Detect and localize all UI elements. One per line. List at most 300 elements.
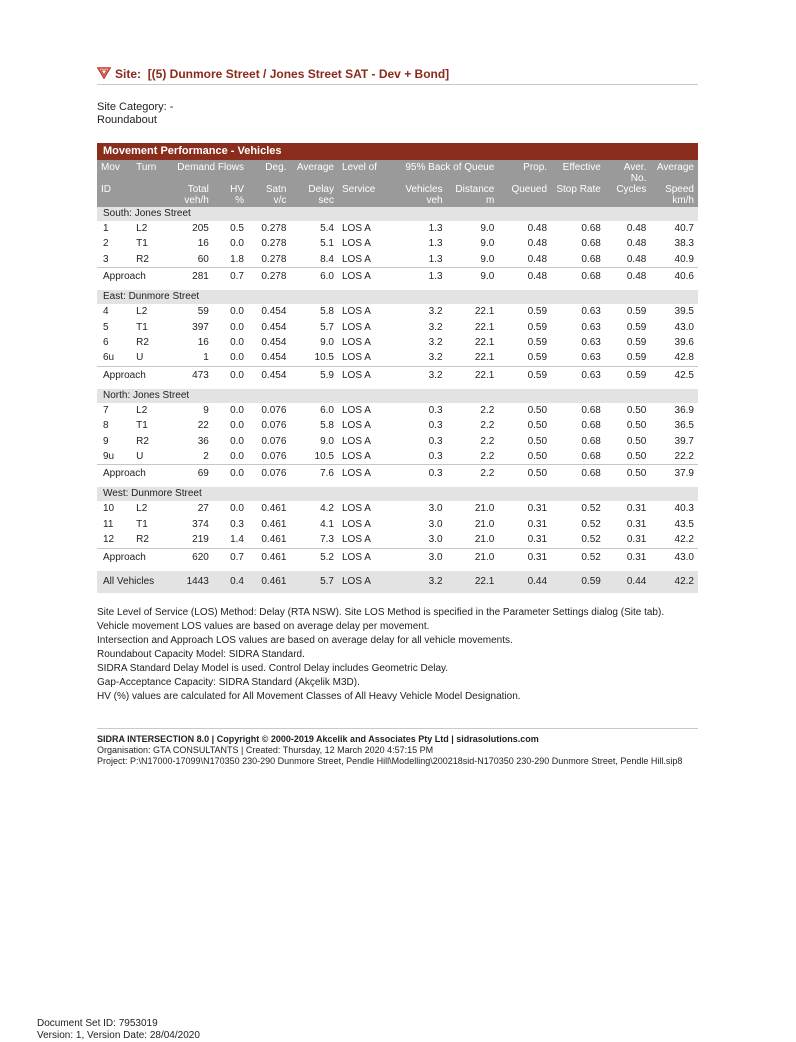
table-cell: 0.278	[261, 223, 287, 234]
table-cell: All Vehicles	[97, 571, 165, 593]
table-cell: 40.6	[650, 268, 698, 286]
approach-name: East: Dunmore Street	[97, 290, 698, 304]
table-cell: 620	[165, 548, 213, 566]
table-cell: Approach	[97, 366, 165, 384]
table-cell: 0.52	[581, 518, 601, 530]
header-mov-2: ID	[97, 184, 132, 195]
table-cell: 9.0	[320, 435, 334, 447]
table-cell: 2.2	[447, 465, 499, 483]
table-cell: 0.63	[581, 321, 601, 333]
sidra-site-icon	[97, 66, 111, 80]
table-cell: 3	[103, 253, 109, 265]
table-cell: 1	[103, 223, 109, 234]
table-cell: 0.59	[527, 352, 548, 364]
table-cell: 0.68	[581, 420, 601, 432]
table-cell: 0.0	[230, 352, 244, 364]
table-cell: 0.48	[527, 238, 548, 250]
table-cell: 3.2	[428, 321, 443, 333]
table-cell: 1.3	[428, 253, 443, 265]
table-cell: 0.59	[527, 337, 548, 349]
table-cell: 69	[165, 465, 213, 483]
table-cell: 0.461	[261, 534, 287, 546]
site-name: [(5) Dunmore Street / Jones Street SAT - Dev + Bond]	[147, 67, 450, 81]
footer-project: Project: P:\N17000-17099\N170350 230-290 Dunmore Street, Pendle Hill\Modelling\200218sid-N170350 230-290 Dunmore Street, Pendle Hill.sip8	[97, 756, 683, 766]
table-cell: 21.0	[474, 503, 495, 515]
table-cell: 0.3	[428, 404, 443, 416]
table-cell: 3.0	[428, 534, 443, 546]
table-cell: U	[136, 451, 144, 463]
table-cell: 42.2	[650, 571, 698, 593]
header-mov: Mov	[97, 160, 132, 184]
table-cell: 6u	[103, 352, 115, 364]
note-line: Intersection and Approach LOS values are based on average delay for all vehicle movements.	[97, 635, 513, 646]
header-speed-unit: km/h	[650, 195, 698, 207]
table-cell: T1	[136, 321, 148, 333]
header-total: Total	[165, 184, 213, 195]
table-cell: 0.278	[261, 238, 287, 250]
table-cell: 0.0	[230, 404, 244, 416]
footer-copyright: SIDRA INTERSECTION 8.0 | Copyright © 2000-2019 Akcelik and Associates Pty Ltd | sidrasolutions.com	[97, 734, 539, 744]
table-cell: 8.4	[320, 253, 334, 265]
table-cell: 42.2	[674, 534, 694, 546]
table-cell: 473	[165, 366, 213, 384]
header-delay: Delay	[290, 184, 338, 195]
table-cell: LOS A	[341, 420, 371, 432]
table-cell: 43.0	[650, 548, 698, 566]
note-line: SIDRA Standard Delay Model is used. Control Delay includes Geometric Delay.	[97, 663, 449, 674]
table-cell: 0.50	[626, 420, 647, 432]
table-cell: 0.7	[213, 548, 248, 566]
table-cell: 0.59	[527, 306, 548, 318]
table-cell: 0.0	[230, 503, 244, 515]
header-deg-unit: v/c	[248, 195, 290, 207]
table-cell: 5.7	[290, 571, 338, 593]
table-cell: 4.2	[320, 503, 334, 515]
header-delay-unit: sec	[290, 195, 338, 207]
table-cell: 0.59	[626, 337, 647, 349]
table-cell: 397	[192, 321, 209, 333]
table-cell: 0.68	[581, 404, 601, 416]
table-cell: 21.0	[474, 534, 495, 546]
table-cell: 0.68	[581, 435, 601, 447]
table-cell: 0.31	[498, 548, 551, 566]
table-cell: 43.0	[674, 321, 694, 333]
table-cell: 0.461	[261, 518, 287, 530]
table-body	[97, 207, 698, 593]
table-cell: 9.0	[480, 253, 495, 265]
table-row	[97, 403, 698, 418]
table-cell: 0.31	[605, 548, 651, 566]
table-cell: 0.31	[626, 534, 647, 546]
table-cell: 7.6	[290, 465, 338, 483]
table-cell: 22.1	[447, 366, 499, 384]
table-cell: L2	[136, 503, 148, 515]
table-cell: 9.0	[320, 337, 334, 349]
table-cell: 22.1	[474, 321, 495, 333]
table-cell: 0.50	[527, 404, 548, 416]
table-cell: 0.68	[581, 223, 601, 234]
table-cell: 4.1	[320, 518, 334, 530]
table-cell: LOS A	[341, 352, 371, 364]
table-cell: 0.50	[626, 435, 647, 447]
table-cell: 0.59	[626, 321, 647, 333]
table-cell: 22.2	[674, 451, 694, 463]
table-cell: 0.0	[230, 321, 244, 333]
table-cell: 0.68	[551, 465, 605, 483]
table-cell: 0.50	[498, 465, 551, 483]
approach-name: North: Jones Street	[97, 389, 698, 403]
table-cell: 0.50	[527, 451, 548, 463]
table-cell: 0.59	[626, 352, 647, 364]
table-cell: 40.3	[674, 503, 694, 515]
header-demand-flows: Demand Flows	[165, 160, 248, 184]
document-version: Version: 1, Version Date: 28/04/2020	[37, 1030, 200, 1041]
header-stop-rate: Stop Rate	[551, 184, 605, 195]
header-average-speed: Average	[650, 160, 698, 184]
table-cell: 10.5	[314, 451, 334, 463]
header-queued: Queued	[498, 184, 551, 195]
table-cell: 0.68	[581, 253, 601, 265]
table-cell: 22	[197, 420, 209, 432]
table-cell: 4	[103, 306, 109, 318]
table-cell: R2	[136, 337, 149, 349]
table-cell: 36.9	[674, 404, 694, 416]
table-cell: 10.5	[314, 352, 334, 364]
table-cell: 0.076	[261, 404, 287, 416]
table-cell: LOS A	[341, 238, 371, 250]
approach-summary-row	[97, 366, 698, 384]
header-cycles: Cycles	[605, 184, 651, 195]
table-cell: 9	[103, 435, 109, 447]
table-cell: 39.7	[674, 435, 694, 447]
table-cell: R2	[136, 534, 149, 546]
table-cell: 3.2	[428, 352, 443, 364]
approach-group-header	[97, 207, 698, 221]
table-cell: 0.48	[626, 223, 647, 234]
notes-section	[97, 606, 664, 704]
table-cell: 0.31	[626, 503, 647, 515]
table-cell: 0.0	[213, 465, 248, 483]
table-cell: 0.076	[261, 451, 287, 463]
table-cell: 5.7	[320, 321, 334, 333]
table-cell: 3.0	[428, 518, 443, 530]
table-cell: 0.31	[527, 534, 548, 546]
table-cell: 9.0	[480, 238, 495, 250]
table-row	[97, 221, 698, 236]
table-cell: 1.3	[397, 268, 447, 286]
table-cell: 59	[197, 306, 209, 318]
table-cell: 6.0	[320, 404, 334, 416]
table-cell: 0.48	[527, 223, 548, 234]
note-line: Gap-Acceptance Capacity: SIDRA Standard (Akçelik M3D).	[97, 677, 360, 688]
all-vehicles-row	[97, 571, 698, 593]
document-set-info	[37, 1018, 200, 1042]
table-cell: 0.076	[261, 420, 287, 432]
table-cell: 0.278	[261, 253, 287, 265]
table-cell: 5.4	[320, 223, 334, 234]
table-cell: 0.454	[248, 366, 290, 384]
table-cell: 9	[203, 404, 209, 416]
header-back-of-queue: 95% Back of Queue	[397, 160, 498, 184]
table-cell: 16	[197, 238, 209, 250]
table-cell: LOS A	[338, 366, 397, 384]
table-cell: 0.3	[428, 420, 443, 432]
table-cell: 5.8	[320, 420, 334, 432]
table-cell: 22.1	[474, 337, 495, 349]
approach-group-header	[97, 389, 698, 403]
table-cell: 10	[103, 503, 115, 515]
table-cell: 0.48	[626, 238, 647, 250]
table-row	[97, 304, 698, 319]
table-cell: 3.2	[428, 306, 443, 318]
table-cell: 0.454	[261, 306, 287, 318]
table-cell: 0.44	[498, 571, 551, 593]
table-cell: 0.278	[248, 268, 290, 286]
site-type: Roundabout	[97, 114, 157, 126]
header-distance-unit: m	[447, 195, 499, 207]
table-cell: 42.8	[674, 352, 694, 364]
table-cell: 0.0	[230, 337, 244, 349]
table-cell: LOS A	[341, 451, 371, 463]
table-cell: 0.50	[527, 435, 548, 447]
table-cell: 39.5	[674, 306, 694, 318]
table-cell: 0.0	[230, 306, 244, 318]
table-cell: 281	[165, 268, 213, 286]
table-cell: 2	[203, 451, 209, 463]
table-cell: 6.0	[290, 268, 338, 286]
header-aver-no: Aver. No.	[605, 160, 651, 184]
table-cell: 0.0	[230, 451, 244, 463]
table-cell: 0.461	[248, 571, 290, 593]
table-cell: LOS A	[341, 306, 371, 318]
header-total-unit: veh/h	[165, 195, 213, 207]
header-satn: Satn	[248, 184, 290, 195]
table-cell: 0.48	[626, 253, 647, 265]
table-header	[97, 160, 698, 207]
movement-performance-table	[97, 160, 698, 593]
table-cell: 3.2	[397, 571, 447, 593]
table-cell: LOS A	[338, 571, 397, 593]
header-effective: Effective	[551, 160, 605, 184]
table-cell: T1	[136, 420, 148, 432]
site-info	[97, 101, 173, 127]
table-cell: T1	[136, 518, 148, 530]
table-cell: 0.59	[527, 321, 548, 333]
table-cell: 0.0	[230, 420, 244, 432]
table-row	[97, 532, 698, 548]
header-average-delay: Average	[290, 160, 338, 184]
table-cell: LOS A	[341, 534, 371, 546]
table-cell: LOS A	[341, 337, 371, 349]
table-row	[97, 449, 698, 465]
table-cell: 0.461	[248, 548, 290, 566]
table-cell: 6	[103, 337, 109, 349]
table-cell: 0.5	[230, 223, 244, 234]
table-cell: 205	[192, 223, 209, 234]
table-cell: 0.7	[213, 268, 248, 286]
table-row	[97, 517, 698, 532]
table-cell: 1443	[165, 571, 213, 593]
table-cell: 0.44	[605, 571, 651, 593]
approach-name: West: Dunmore Street	[97, 487, 698, 501]
table-cell: 22.1	[474, 352, 495, 364]
table-cell: 1.8	[230, 253, 244, 265]
table-cell: 0.68	[551, 268, 605, 286]
table-cell: 3.2	[428, 337, 443, 349]
table-cell: 0.63	[581, 352, 601, 364]
table-cell: L2	[136, 306, 148, 318]
table-cell: 0.52	[581, 503, 601, 515]
table-cell: 5.2	[290, 548, 338, 566]
table-cell: LOS A	[341, 321, 371, 333]
table-cell: 0.0	[213, 366, 248, 384]
table-cell: 9.0	[447, 268, 499, 286]
table-cell: 0.3	[428, 435, 443, 447]
report-footer	[97, 728, 698, 767]
table-cell: 43.5	[674, 518, 694, 530]
table-cell: 0.50	[605, 465, 651, 483]
table-cell: 7	[103, 404, 109, 416]
table-cell: 39.6	[674, 337, 694, 349]
table-cell: 0.3	[397, 465, 447, 483]
table-cell: Approach	[97, 548, 165, 566]
table-cell: LOS A	[341, 435, 371, 447]
table-cell: 21.0	[474, 518, 495, 530]
table-cell: U	[136, 352, 144, 364]
title-prefix: Site:	[115, 67, 142, 81]
table-cell: 0.48	[527, 253, 548, 265]
table-row	[97, 236, 698, 251]
header-service: Service	[338, 184, 397, 195]
table-cell: LOS A	[338, 268, 397, 286]
table-cell: 38.3	[674, 238, 694, 250]
approach-summary-row	[97, 548, 698, 566]
table-cell: 0.50	[626, 404, 647, 416]
header-hv: HV	[213, 184, 248, 195]
table-cell: 5.1	[320, 238, 334, 250]
table-cell: 40.9	[674, 253, 694, 265]
table-cell: 3.2	[397, 366, 447, 384]
table-cell: 0.63	[551, 366, 605, 384]
table-cell: 36	[197, 435, 209, 447]
table-row	[97, 252, 698, 268]
table-cell: 21.0	[447, 548, 499, 566]
approach-summary-row	[97, 268, 698, 286]
table-cell: 0.59	[551, 571, 605, 593]
table-cell: 5.9	[290, 366, 338, 384]
table-cell: 0.31	[527, 503, 548, 515]
table-cell: 0.52	[551, 548, 605, 566]
table-row	[97, 350, 698, 366]
table-cell: 22.1	[447, 571, 499, 593]
table-row	[97, 501, 698, 516]
table-cell: L2	[136, 223, 148, 234]
approach-group-header	[97, 487, 698, 501]
table-cell: 3.0	[428, 503, 443, 515]
table-cell: 0.454	[261, 321, 287, 333]
table-cell: 2.2	[480, 451, 495, 463]
table-cell: 1.4	[230, 534, 244, 546]
table-cell: 0.31	[527, 518, 548, 530]
table-cell: 27	[197, 503, 209, 515]
header-turn: Turn	[132, 160, 165, 184]
approach-group-header	[97, 290, 698, 304]
table-cell: 2.2	[480, 435, 495, 447]
table-cell: 60	[197, 253, 209, 265]
table-cell: Approach	[97, 465, 165, 483]
table-cell: 1.3	[428, 238, 443, 250]
table-cell: LOS A	[341, 253, 371, 265]
header-prop: Prop.	[498, 160, 551, 184]
table-cell: 0.461	[261, 503, 287, 515]
table-cell: 5.8	[320, 306, 334, 318]
table-cell: 9.0	[480, 223, 495, 234]
table-cell: Approach	[97, 268, 165, 286]
table-cell: 0.63	[581, 337, 601, 349]
header-vehicles: Vehicles	[397, 184, 447, 195]
table-cell: 0.31	[626, 518, 647, 530]
table-cell: 0.52	[581, 534, 601, 546]
approach-summary-row	[97, 465, 698, 483]
header-vehicles-unit: veh	[397, 195, 447, 207]
table-cell: 12	[103, 534, 115, 546]
table-cell: 16	[197, 337, 209, 349]
note-line: Vehicle movement LOS values are based on average delay per movement.	[97, 621, 430, 632]
table-cell: 2	[103, 238, 109, 250]
table-cell: 1	[203, 352, 209, 364]
table-cell: 22.1	[474, 306, 495, 318]
note-line: Site Level of Service (LOS) Method: Delay (RTA NSW). Site LOS Method is specified in the Parameter Settings dialog (Site tab).	[97, 607, 665, 618]
table-cell: 2.2	[480, 420, 495, 432]
table-cell: 0.50	[527, 420, 548, 432]
table-row	[97, 418, 698, 433]
footer-organisation: Organisation: GTA CONSULTANTS | Created: Thursday, 12 March 2020 4:57:15 PM	[97, 745, 434, 755]
table-cell: 42.5	[650, 366, 698, 384]
table-cell: 2.2	[480, 404, 495, 416]
table-cell: 0.0	[230, 435, 244, 447]
table-cell: 11	[103, 518, 114, 530]
table-cell: 0.454	[261, 352, 287, 364]
table-cell: LOS A	[341, 404, 371, 416]
table-cell: 0.59	[498, 366, 551, 384]
table-cell: 40.7	[674, 223, 694, 234]
table-cell: 5	[103, 321, 109, 333]
table-cell: LOS A	[341, 503, 371, 515]
movement-performance-section	[97, 143, 698, 593]
table-cell: R2	[136, 253, 149, 265]
table-cell: 0.48	[605, 268, 651, 286]
table-cell: 0.4	[213, 571, 248, 593]
table-title: Movement Performance - Vehicles	[97, 143, 698, 160]
table-cell: 0.3	[230, 518, 244, 530]
site-category: Site Category: -	[97, 101, 174, 113]
table-cell: LOS A	[338, 465, 397, 483]
note-line: Roundabout Capacity Model: SIDRA Standard.	[97, 649, 305, 660]
table-cell: 0.68	[581, 238, 601, 250]
table-cell: LOS A	[341, 223, 371, 234]
table-cell: 8	[103, 420, 109, 432]
table-cell: 36.5	[674, 420, 694, 432]
table-cell: 0.3	[428, 451, 443, 463]
table-cell: 0.48	[498, 268, 551, 286]
table-cell: 9u	[103, 451, 115, 463]
table-row	[97, 434, 698, 449]
table-cell: 0.68	[581, 451, 601, 463]
note-line: HV (%) values are calculated for All Movement Classes of All Heavy Vehicle Model Designation.	[97, 691, 521, 702]
table-cell: 0.59	[605, 366, 651, 384]
table-cell: 219	[192, 534, 209, 546]
page-title	[115, 67, 449, 81]
